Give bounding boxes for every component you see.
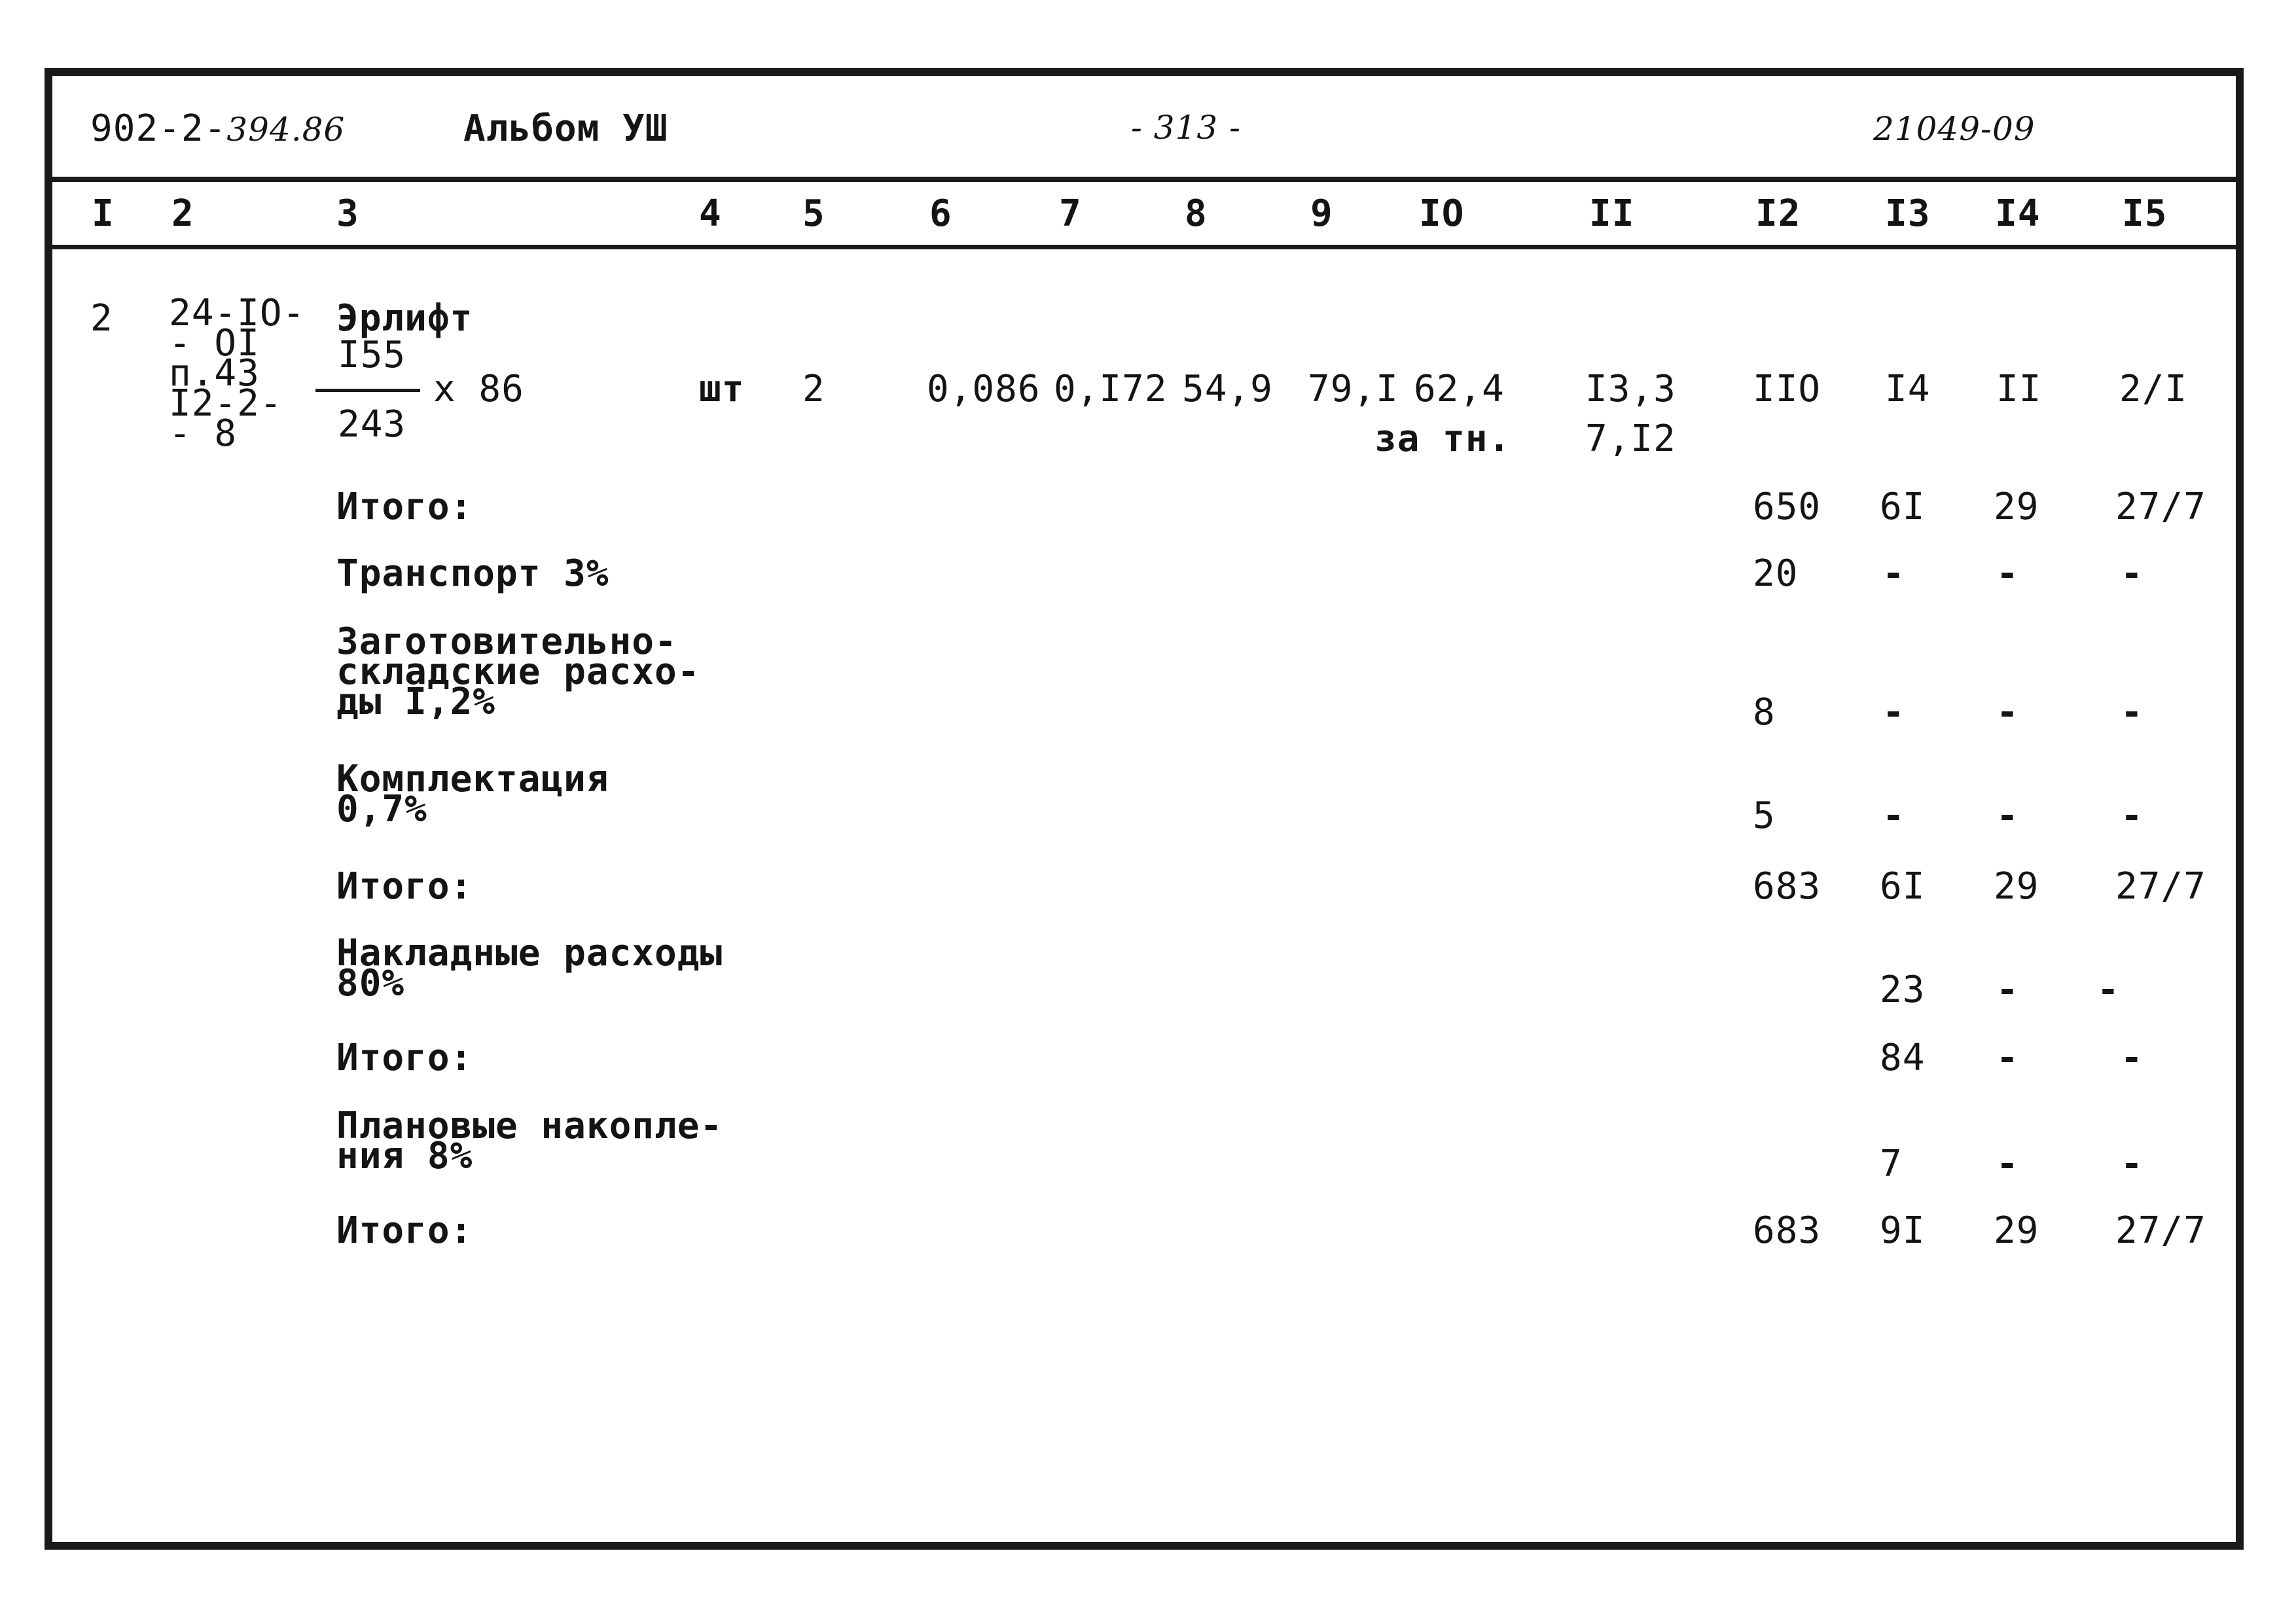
col-header-1: I — [92, 192, 115, 235]
col-header-9: 9 — [1310, 192, 1333, 235]
summary-c14: - — [1996, 969, 2019, 1011]
summary-c13: - — [1882, 691, 1905, 734]
summary-label-subtotal-3: Итого: — [336, 1037, 473, 1079]
summary-label-transport: Транспорт 3% — [336, 552, 609, 595]
col-header-6: 6 — [929, 192, 952, 235]
col-header-14: I4 — [1995, 192, 2041, 235]
item-col7: 0,I72 — [1054, 368, 1168, 410]
col-header-7: 7 — [1059, 192, 1082, 235]
summary-c12: 683 — [1753, 1209, 1821, 1252]
summary-c14: - — [1996, 1143, 2019, 1185]
fraction-bar — [315, 389, 420, 392]
col-header-5: 5 — [802, 192, 825, 235]
fraction-numerator: I55 — [338, 334, 406, 376]
item-col6: 0,086 — [927, 368, 1041, 410]
col-header-4: 4 — [699, 192, 722, 235]
col-header-2: 2 — [171, 192, 194, 235]
summary-c15: - — [2121, 691, 2144, 734]
summary-c14: 29 — [1994, 1209, 2039, 1252]
summary-label-completion: Комплектация 0,7% — [336, 758, 609, 830]
project-code — [90, 107, 346, 150]
col-header-11: II — [1589, 192, 1635, 235]
item-col15: 2/I — [2119, 368, 2188, 410]
col-header-3: 3 — [336, 192, 359, 235]
summary-c12: 20 — [1753, 552, 1799, 595]
summary-c15: - — [2121, 1037, 2144, 1079]
item-col10-note: за тн. — [1374, 418, 1511, 460]
col-header-13: I3 — [1885, 192, 1931, 235]
col-header-15: I5 — [2122, 192, 2168, 235]
header-rule — [45, 177, 2244, 182]
summary-c15: 27/7 — [2115, 486, 2206, 528]
summary-c13: 23 — [1880, 969, 1926, 1011]
column-header-rule — [45, 245, 2244, 249]
summary-c14: 29 — [1994, 865, 2039, 908]
summary-c13: 7 — [1880, 1143, 1903, 1185]
col-header-12: I2 — [1755, 192, 1801, 235]
item-row-number: 2 — [90, 297, 113, 340]
summary-c12: 683 — [1753, 865, 1821, 908]
summary-label-planned-savings: Плановые накопле- ния 8% — [336, 1105, 723, 1177]
summary-label-total: Итого: — [336, 1209, 473, 1252]
summary-c13: 6I — [1880, 486, 1926, 528]
item-quantity: 2 — [802, 368, 825, 410]
item-col10: 62,4 — [1414, 368, 1505, 410]
project-code-print: 902-2- — [90, 107, 227, 150]
col-header-8: 8 — [1185, 192, 1208, 235]
summary-c13: 84 — [1880, 1037, 1926, 1079]
summary-c15: - — [2121, 794, 2144, 837]
item-code: 24-IO- - OI п.43 I2-2- - 8 — [169, 292, 306, 455]
item-col8: 54,9 — [1182, 368, 1273, 410]
summary-c14: - — [1996, 794, 2019, 837]
sheet-code: 21049-09 — [1873, 110, 2036, 148]
summary-c14: 29 — [1994, 486, 2039, 528]
album-label: Альбом УШ — [463, 107, 668, 150]
summary-c14: - — [1996, 691, 2019, 734]
item-col13: I4 — [1885, 368, 1931, 410]
item-col9: 79,I — [1308, 368, 1399, 410]
summary-c15: - — [2121, 1143, 2144, 1185]
item-col11-second: 7,I2 — [1585, 418, 1676, 460]
summary-label-overhead: Накладные расходы 80% — [336, 932, 723, 1005]
summary-c15: 27/7 — [2115, 865, 2206, 908]
summary-c14: - — [1996, 552, 2019, 595]
page-number: - 313 - — [1131, 109, 1242, 147]
col-header-10: IO — [1419, 192, 1465, 235]
summary-c12: 8 — [1753, 691, 1776, 734]
summary-c13: - — [1882, 552, 1905, 595]
summary-c12: 5 — [1753, 794, 1776, 837]
summary-c13: 9I — [1880, 1209, 1926, 1252]
summary-c15: 27/7 — [2115, 1209, 2206, 1252]
summary-c14: - — [1996, 1037, 2019, 1079]
summary-c13: - — [1882, 794, 1905, 837]
summary-c13: 6I — [1880, 865, 1926, 908]
summary-c15: - — [2121, 552, 2144, 595]
item-unit: шт — [699, 368, 745, 410]
item-col12: IIO — [1753, 368, 1821, 410]
fraction-denominator: 243 — [338, 403, 406, 446]
project-code-handwritten: 394.86 — [226, 111, 346, 149]
item-multiplier: x 86 — [433, 368, 524, 410]
item-col14: II — [1996, 368, 2042, 410]
summary-label-subtotal-2: Итого: — [336, 865, 473, 908]
item-name: Эрлифт — [336, 297, 473, 340]
summary-c15: - — [2097, 969, 2120, 1011]
item-col11: I3,3 — [1585, 368, 1676, 410]
summary-label-warehouse: Заготовительно- складские расхо- ды I,2% — [336, 620, 700, 723]
summary-label-subtotal-1: Итого: — [336, 486, 473, 528]
summary-c12: 650 — [1753, 486, 1821, 528]
